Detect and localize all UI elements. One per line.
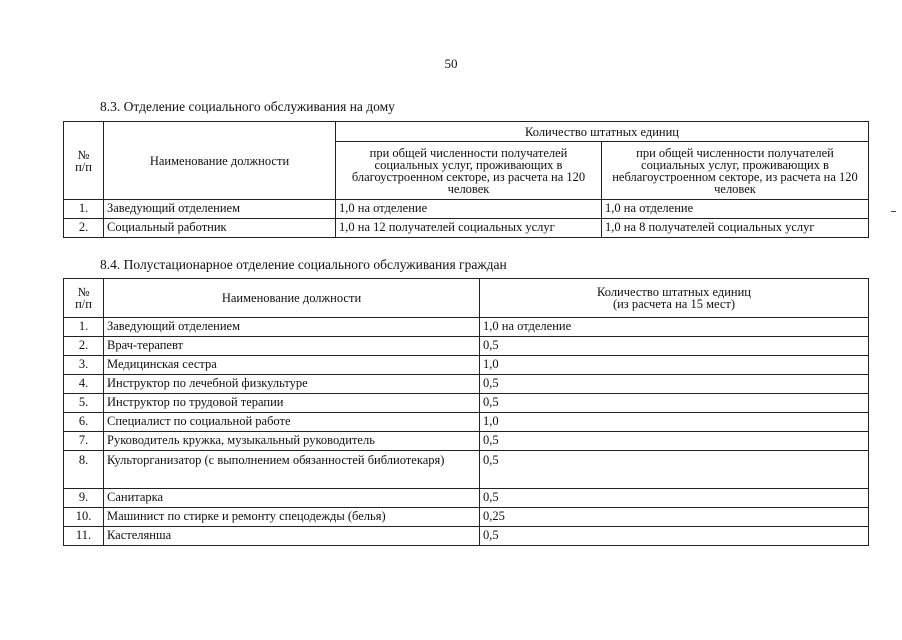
row-number: 8. [64,451,104,489]
page-number: 50 [444,56,458,71]
staff-units-unimproved: 1,0 на 8 получателей социальных услуг [602,219,869,238]
table-row [64,219,869,238]
table-row [64,451,869,489]
staffing-table-home-service [63,121,869,238]
position-name: Медицинская сестра [104,356,480,375]
staff-units: 0,5 [480,394,869,413]
staff-units: 1,0 на отделение [480,318,869,337]
staff-units: 0,5 [480,432,869,451]
margin-mark [891,211,896,212]
section-title-8-3: 8.3. Отделение социального обслуживания на дому [100,99,395,114]
staff-units-improved: 1,0 на 12 получателей социальных услуг [336,219,602,238]
position-name: Культорганизатор (с выполнением обязанностей библиотекаря) [104,451,480,489]
position-name: Социальный работник [104,219,336,238]
row-number: 7. [64,432,104,451]
position-name: Руководитель кружка, музыкальный руководитель [104,432,480,451]
row-number: 9. [64,489,104,508]
position-name: Заведующий отделением [104,200,336,219]
table-row [64,413,869,432]
position-name: Санитарка [104,489,480,508]
row-number: 1. [64,200,104,219]
staffing-table-day-care [63,278,869,546]
row-number: 10. [64,508,104,527]
col-header-staff-units: Количество штатных единиц (из расчета на 15 мест) [480,279,869,318]
staff-units: 0,5 [480,451,869,489]
row-number: 2. [64,219,104,238]
col-header-position: Наименование должности [104,279,480,318]
table-row [64,394,869,413]
row-number: 5. [64,394,104,413]
section-title-8-4: 8.4. Полустационарное отделение социального обслуживания граждан [100,257,507,272]
row-number: 4. [64,375,104,394]
position-name: Заведующий отделением [104,318,480,337]
col-header-improved-sector: при общей численности получателей социальных услуг, проживающих в благоустроенном секторе, из расчета на 120 человек [336,142,602,200]
position-name: Кастелянша [104,527,480,546]
row-number: 3. [64,356,104,375]
col-header-staff-units: Количество штатных единиц [336,122,869,142]
staff-units: 0,5 [480,527,869,546]
table-row [64,508,869,527]
table-row [64,200,869,219]
row-number: 6. [64,413,104,432]
position-name: Машинист по стирке и ремонту спецодежды (белья) [104,508,480,527]
col-header-position: Наименование должности [104,122,336,200]
staff-units-improved: 1,0 на отделение [336,200,602,219]
staff-units-unimproved: 1,0 на отделение [602,200,869,219]
table-row [64,375,869,394]
staff-units: 1,0 [480,356,869,375]
staff-units: 0,25 [480,508,869,527]
position-name: Инструктор по трудовой терапии [104,394,480,413]
position-name: Специалист по социальной работе [104,413,480,432]
table-row [64,356,869,375]
table-row [64,489,869,508]
table-row [64,432,869,451]
staff-units: 1,0 [480,413,869,432]
col-header-unimproved-sector: при общей численности получателей социальных услуг, проживающих в неблагоустроенном секторе, из расчета на 120 человек [602,142,869,200]
row-number: 11. [64,527,104,546]
staff-units: 0,5 [480,337,869,356]
staff-units: 0,5 [480,375,869,394]
staff-units: 0,5 [480,489,869,508]
col-header-number: № п/п [64,279,104,318]
table-row [64,318,869,337]
table-row [64,527,869,546]
position-name: Врач-терапевт [104,337,480,356]
col-header-number: № п/п [64,122,104,200]
row-number: 1. [64,318,104,337]
position-name: Инструктор по лечебной физкультуре [104,375,480,394]
row-number: 2. [64,337,104,356]
table-row [64,337,869,356]
